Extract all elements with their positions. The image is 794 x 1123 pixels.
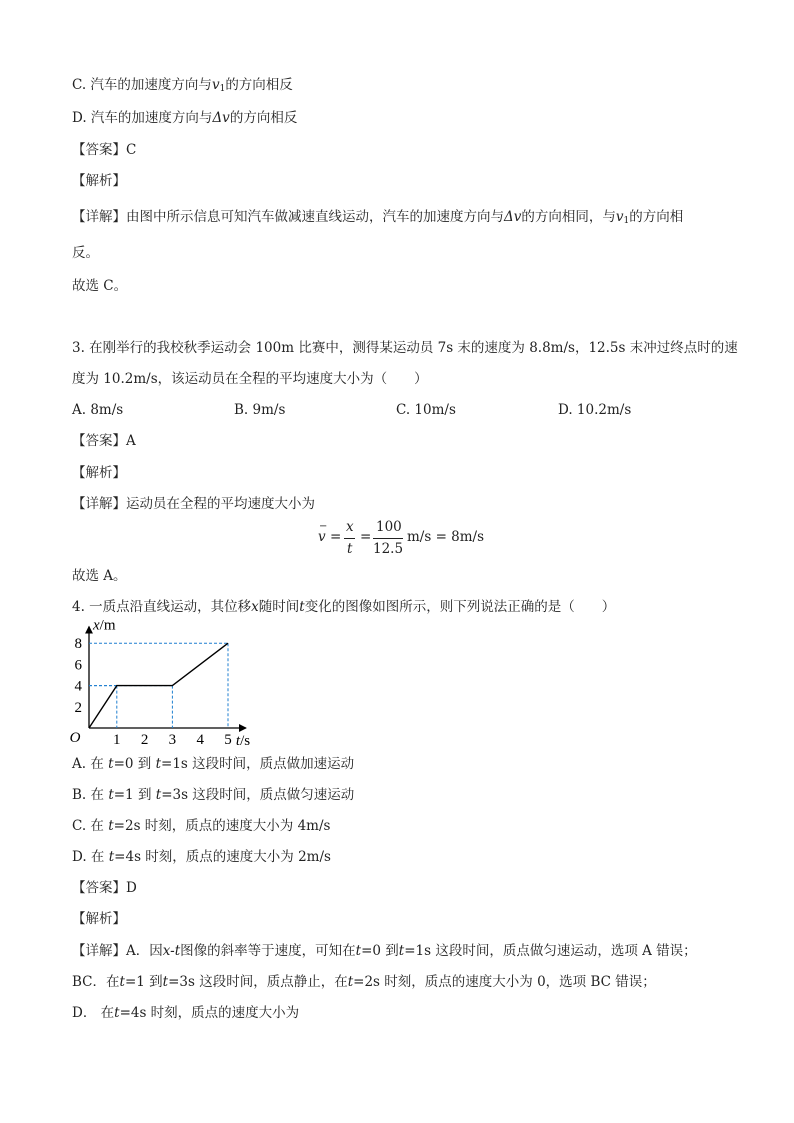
q3-formula: v − = x t = 100 12.5 m/s = 8m/s bbox=[318, 519, 485, 557]
q4-analysis-heading: 【解析】 bbox=[72, 911, 126, 927]
q3-conclusion: 故选 A。 bbox=[72, 568, 127, 584]
q2-detail-line2: 反。 bbox=[72, 245, 99, 261]
y-tick-label: 2 bbox=[74, 699, 82, 716]
q4-option-c: C. 在 t=2s 时刻，质点的速度大小为 4m/s bbox=[72, 818, 331, 834]
q2-analysis-heading: 【解析】 bbox=[72, 173, 126, 189]
q2-option-c: C. 汽车的加速度方向与$v_1$的方向相反 bbox=[72, 77, 293, 94]
y-tick-label: 8 bbox=[74, 636, 82, 653]
x-tick-label: 5 bbox=[224, 732, 232, 748]
q3-option-a: A. 8m/s bbox=[72, 402, 124, 418]
q4-option-b: B. 在 t=1 到 t=3s 这段时间，质点做匀速运动 bbox=[72, 787, 355, 803]
q3-option-b: B. 9m/s bbox=[234, 402, 286, 418]
q3-analysis-heading: 【解析】 bbox=[72, 465, 126, 481]
x-tick-label: 3 bbox=[168, 732, 177, 748]
x-tick-label: 1 bbox=[113, 732, 121, 748]
q4-answer: 【答案】D bbox=[72, 880, 137, 896]
y-tick-label: 6 bbox=[74, 657, 82, 674]
x-tick-label: 2 bbox=[140, 732, 149, 748]
q3-option-d: D. 10.2m/s bbox=[558, 402, 632, 418]
q4-option-d: D. 在 t=4s 时刻，质点的速度大小为 2m/s bbox=[72, 849, 331, 865]
x-tick-label: 4 bbox=[196, 732, 204, 748]
q4-detail-bc: BC．在t=1 到t=3s 这段时间，质点静止，在t=2s 时刻，质点的速度大小为 0，选项 BC 错误； bbox=[72, 974, 656, 990]
q3-stem-line2: 度为 10.2m/s，该运动员在全程的平均速度大小为（ ） bbox=[72, 371, 428, 387]
position-time-chart bbox=[68, 618, 268, 752]
q4-detail-a: 【详解】A．因x-t图像的斜率等于速度，可知在t=0 到t=1s 这段时间，质点做匀速运动，选项 A 错误； bbox=[72, 943, 697, 959]
q3-stem-line1: 3. 在刚举行的我校秋季运动会 100m 比赛中，测得某运动员 7s 末的速度为 8.8m/s，12.5s 末冲过终点时的速 bbox=[72, 340, 738, 356]
origin-label: O bbox=[69, 730, 81, 746]
q4-option-a: A. 在 t=0 到 t=1s 这段时间，质点做加速运动 bbox=[72, 756, 355, 772]
q2-conclusion: 故选 C。 bbox=[72, 278, 128, 294]
y-tick-label: 4 bbox=[74, 678, 82, 695]
q4-stem: 4. 一质点沿直线运动，其位移x随时间t变化的图像如图所示，则下列说法正确的是（ ） bbox=[72, 599, 616, 615]
x-axis-label: t/s bbox=[235, 733, 251, 749]
q4-detail-d: D． 在t=4s 时刻，质点的速度大小为 bbox=[72, 1005, 300, 1021]
q3-detail: 【详解】运动员在全程的平均速度大小为 bbox=[72, 496, 315, 512]
q2-detail: 【详解】由图中所示信息可知汽车做减速直线运动，汽车的加速度方向与Δv的方向相同，与$v_1$的方向相 bbox=[72, 209, 684, 226]
q2-answer: 【答案】C bbox=[72, 142, 137, 158]
q3-option-c: C. 10m/s bbox=[396, 402, 456, 418]
q2-option-d: D. 汽车的加速度方向与Δv的方向相反 bbox=[72, 110, 298, 126]
q3-answer: 【答案】A bbox=[72, 433, 136, 449]
y-axis-label: x/m bbox=[93, 618, 116, 634]
